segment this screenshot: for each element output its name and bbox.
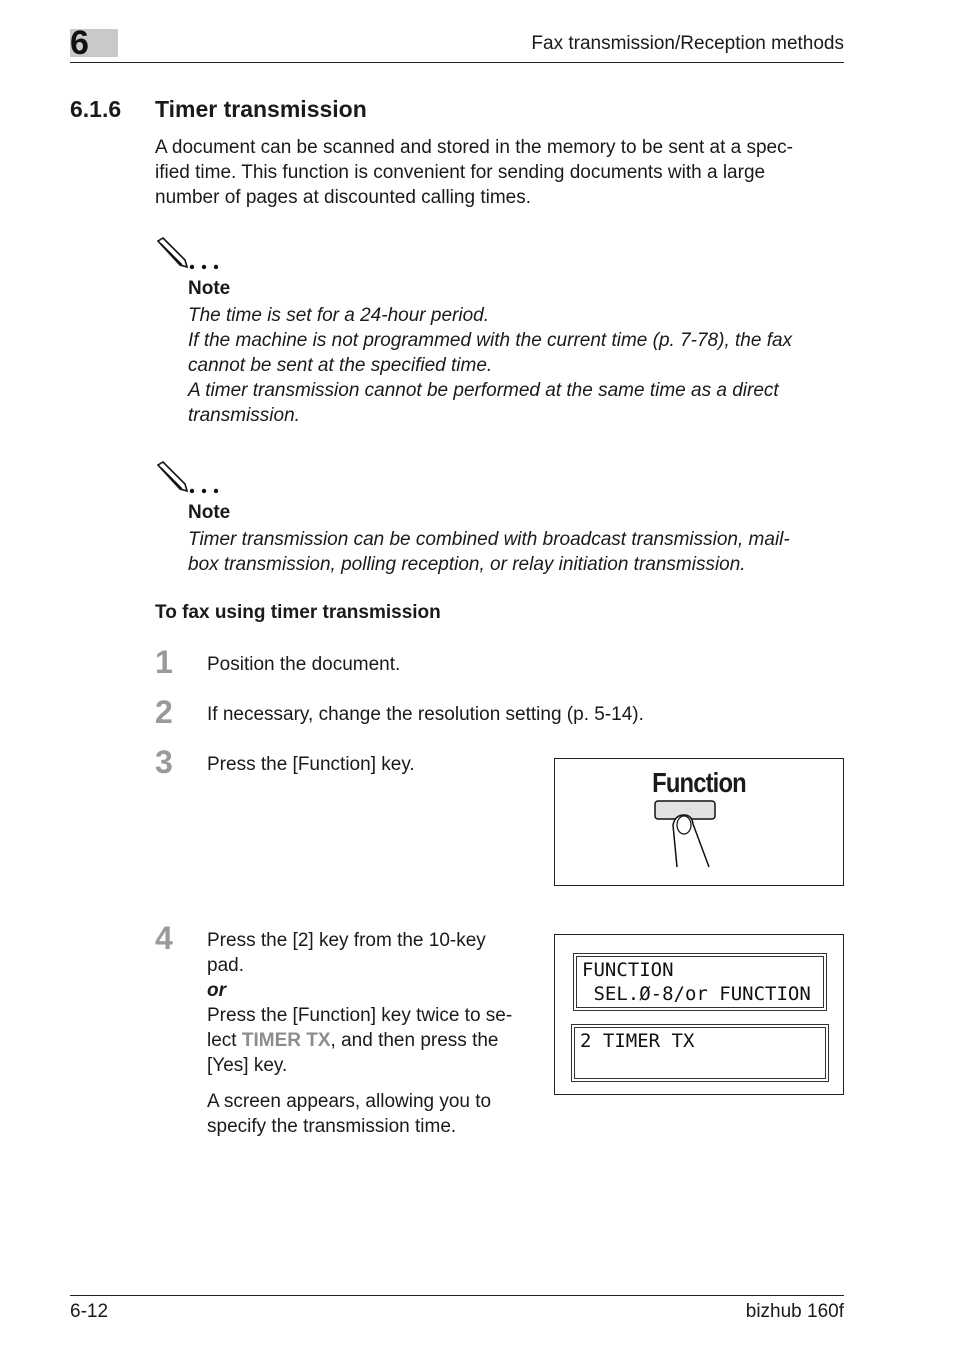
- pencil-note-icon: [155, 237, 225, 273]
- function-key-label: Function: [652, 767, 746, 798]
- lcd-line: SEL.Ø-8/or FUNCTION: [582, 983, 811, 1005]
- note-text: [188, 303, 848, 428]
- header-rule: [70, 62, 844, 63]
- intro-line: number of pages at discounted calling times.: [155, 187, 531, 208]
- note-line: Timer transmission can be combined with broadcast transmission, mail-: [188, 529, 790, 550]
- footer-rule: [70, 1295, 844, 1296]
- step-line: Press the [Function] key twice to se-: [207, 1005, 513, 1026]
- page-number: 6-12: [70, 1301, 109, 1322]
- step-text-fragment: lect: [207, 1030, 242, 1051]
- step-text: If necessary, change the resolution setting (p. 5-14).: [207, 704, 644, 725]
- step-number: 3: [155, 744, 173, 780]
- note-line: If the machine is not programmed with the current time (p. 7-78), the fax: [188, 330, 793, 351]
- step-line: [207, 1028, 547, 1053]
- step-text: [207, 928, 547, 1139]
- note-label: Note: [188, 278, 231, 299]
- step-number: 4: [155, 920, 173, 956]
- intro-line: ified time. This function is convenient for sending documents with a large: [155, 162, 766, 183]
- section-title: Timer transmission: [155, 96, 367, 122]
- result-line: A screen appears, allowing you to: [207, 1091, 492, 1112]
- procedure-title: To fax using timer transmission: [155, 602, 441, 623]
- note-text: [188, 527, 848, 577]
- section-number: 6.1.6: [70, 96, 122, 122]
- product-name: bizhub 160f: [745, 1301, 844, 1322]
- note-line: A timer transmission cannot be performed at the same time as a direct: [188, 380, 779, 401]
- finger-press-icon: [653, 799, 719, 871]
- note-line: transmission.: [188, 405, 300, 426]
- menu-item-highlight: TIMER TX: [241, 1030, 331, 1051]
- pencil-note-icon: [155, 461, 225, 497]
- lcd-illustration: [554, 934, 844, 1095]
- lcd-screen-function: [576, 956, 824, 1008]
- lcd-line: 2 TIMER TX: [580, 1030, 695, 1052]
- lcd-screen-timer: [574, 1027, 826, 1079]
- or-label: or: [207, 980, 226, 1001]
- step-number: 2: [155, 694, 173, 730]
- note-line: box transmission, polling reception, or relay initiation transmission.: [188, 554, 746, 575]
- section-heading: [70, 96, 367, 123]
- result-line: specify the transmission time.: [207, 1116, 457, 1137]
- intro-paragraph: [155, 135, 845, 210]
- lcd-line: FUNCTION: [582, 959, 674, 981]
- intro-line: A document can be scanned and stored in the memory to be sent at a spec-: [155, 137, 793, 158]
- step-line: pad.: [207, 955, 244, 976]
- step-text: Press the [Function] key.: [207, 754, 415, 775]
- step-number: 1: [155, 644, 173, 680]
- function-key-illustration: [554, 758, 844, 886]
- note-line: cannot be sent at the specified time.: [188, 355, 493, 376]
- note-line: The time is set for a 24-hour period.: [188, 305, 489, 326]
- note-label: Note: [188, 502, 231, 523]
- running-header: Fax transmission/Reception methods: [531, 33, 844, 54]
- step-line: [Yes] key.: [207, 1055, 288, 1076]
- step-text-fragment: , and then press the: [330, 1030, 499, 1051]
- step-line: Press the [2] key from the 10-key: [207, 930, 486, 951]
- step-text: Position the document.: [207, 654, 401, 675]
- chapter-number: 6: [70, 24, 89, 62]
